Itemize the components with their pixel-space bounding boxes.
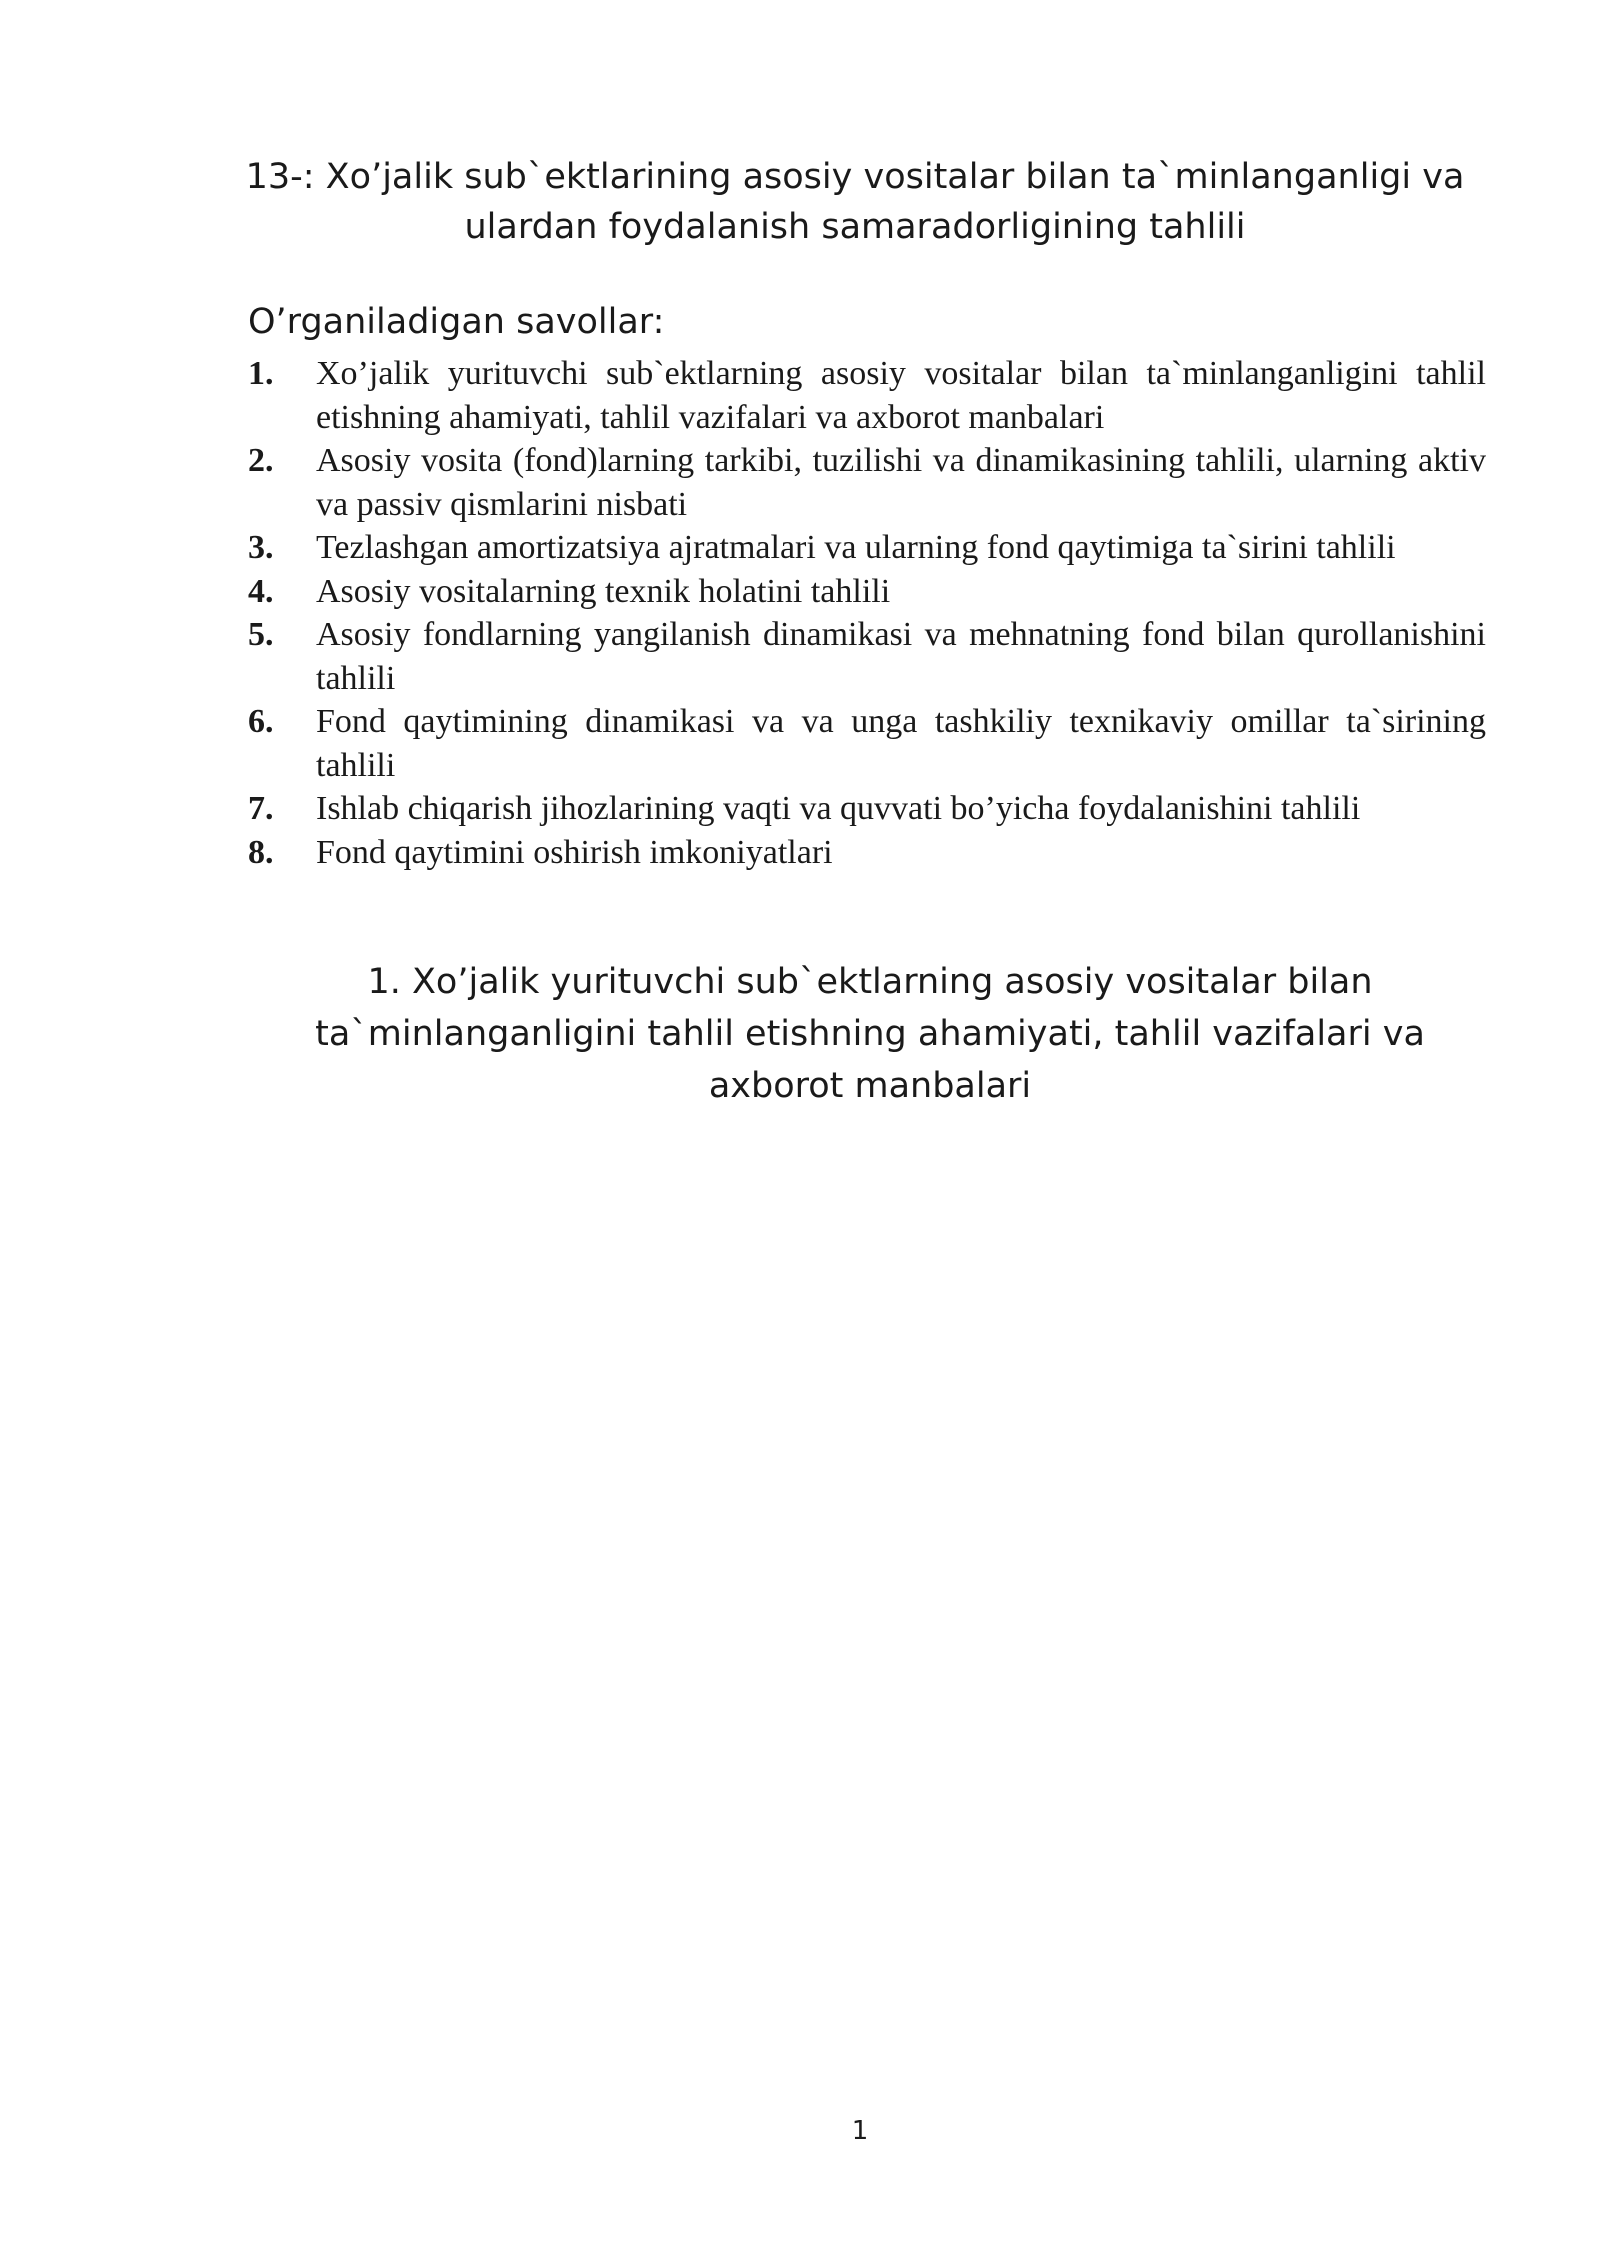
document-title: 13-: Xo’jalik sub`ektlarining asosiy vositalar bilan ta`minlanganligi va ulardan foydalanish samaradorligining tahlili (245, 157, 1465, 247)
question-item (248, 352, 1486, 439)
question-number: 5. (248, 616, 274, 653)
question-item (248, 831, 1486, 875)
questions-list (248, 352, 1486, 874)
question-item (248, 526, 1486, 570)
question-item (248, 613, 1486, 700)
question-item (248, 787, 1486, 831)
section-heading: 1. Xo’jalik yurituvchi sub`ektlarning asosiy vositalar bilan ta`minlanganligini tahlil etishning ahamiyati, tahlil vazifalari va axborot manbalari (315, 962, 1425, 1106)
question-number: 3. (248, 529, 274, 566)
questions-heading: O’rganiladigan savollar: (248, 302, 665, 342)
question-number: 2. (248, 442, 274, 479)
question-number: 8. (248, 833, 274, 871)
question-text: Ishlab chiqarish jihozlarining vaqti va quvvati bo’yicha foydalanishini tahlili (316, 790, 1361, 827)
question-item (248, 700, 1486, 787)
question-item (248, 570, 1486, 614)
question-text: Asosiy vositalarning texnik holatini tahlili (316, 572, 891, 610)
page-number: 1 (851, 2116, 869, 2146)
question-number: 7. (248, 790, 274, 827)
question-text: Fond qaytimining dinamikasi va va unga tashkiliy texnikaviy omillar ta`sirining tahlili (316, 703, 1486, 784)
question-text: Tezlashgan amortizatsiya ajratmalari va ularning fond qaytimiga ta`sirini tahlili (316, 529, 1396, 566)
question-text: Asosiy vosita (fond)larning tarkibi, tuzilishi va dinamikasining tahlili, ularning aktiv va passiv qismlarini nisbati (316, 442, 1486, 523)
question-number: 6. (248, 703, 274, 740)
question-number: 4. (248, 572, 274, 610)
question-item (248, 439, 1486, 526)
question-text: Asosiy fondlarning yangilanish dinamikasi va mehnatning fond bilan qurollanishini tahlili (316, 616, 1486, 697)
question-text: Xo’jalik yurituvchi sub`ektlarning asosiy vositalar bilan ta`minlanganligini tahlil etishning ahamiyati, tahlil vazifalari va axborot manbalari (316, 355, 1486, 436)
question-text: Fond qaytimini oshirish imkoniyatlari (316, 833, 833, 871)
question-number: 1. (248, 355, 274, 392)
